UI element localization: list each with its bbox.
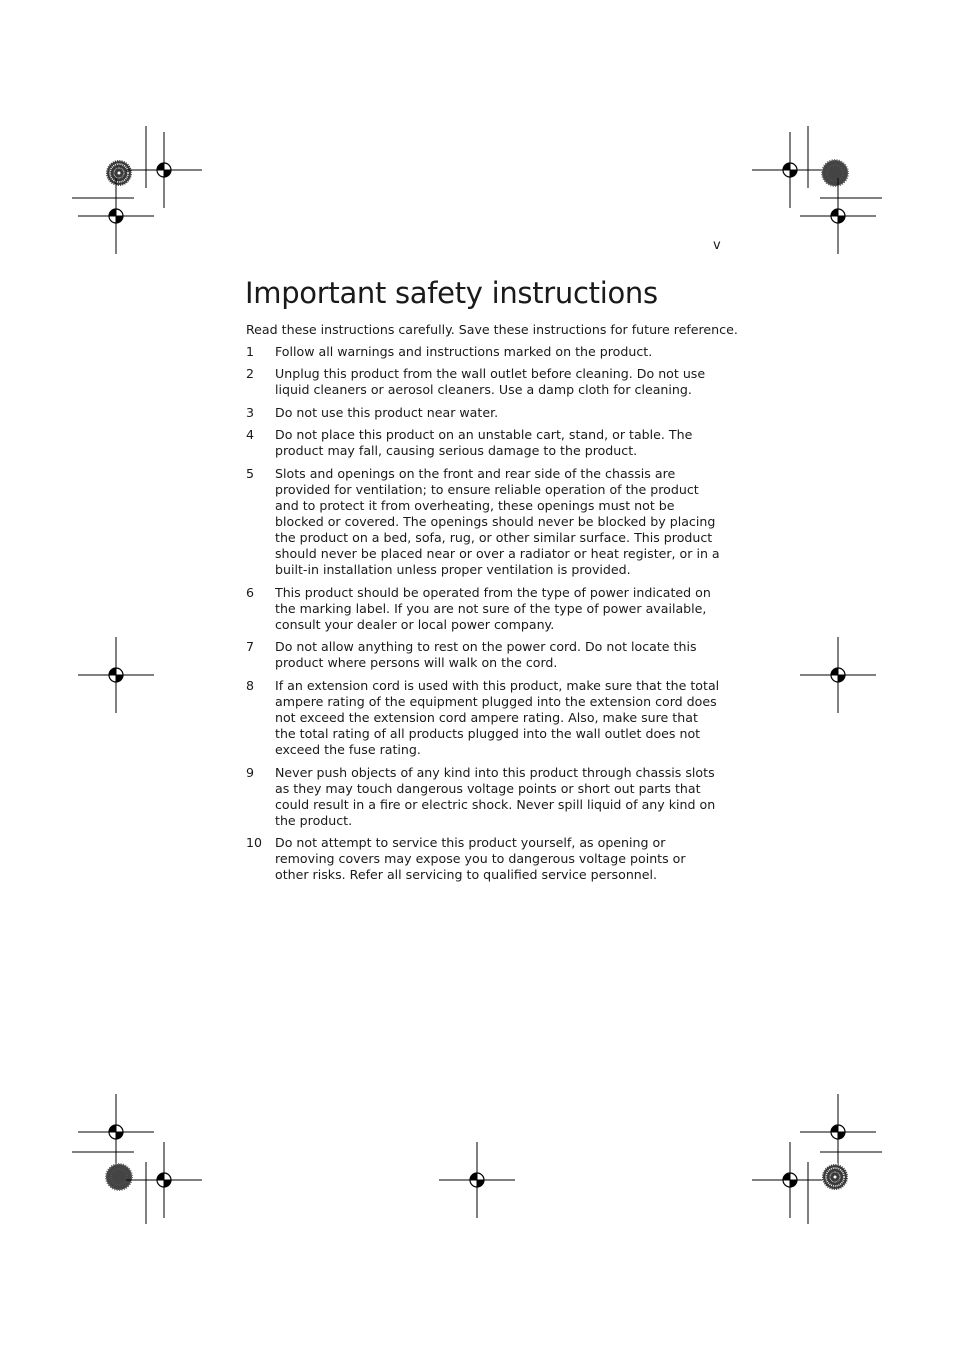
item-number: 3	[246, 404, 255, 420]
item-text: Do not allow anything to rest on the power cord. Do not locate this product where persons will walk on the cord.	[275, 639, 697, 671]
color-target-mark	[822, 160, 848, 186]
item-number: 6	[246, 584, 255, 600]
item-text: Never push objects of any kind into this product through chassis slots as they may touch dangerous voltage points or short out parts that could result in a fire or electric shock. Never spill liquid of any kind on the product.	[275, 764, 716, 828]
item-text: Unplug this product from the wall outlet before cleaning. Do not use liquid cleaners or aerosol cleaners. Use a damp cloth for cleaning.	[275, 366, 706, 398]
color-target-mark	[106, 160, 132, 186]
crosshair-mark	[78, 178, 154, 254]
intro-text: Read these instructions carefully. Save these instructions for future reference.	[246, 322, 738, 337]
item-text: Follow all warnings and instructions marked on the product.	[275, 344, 653, 359]
item-number: 7	[246, 639, 255, 655]
crosshair-mark	[752, 132, 828, 208]
color-target-mark	[106, 1164, 132, 1190]
crosshair-mark	[752, 1142, 828, 1218]
crosshair-mark	[800, 637, 876, 713]
crosshair-mark	[800, 1094, 876, 1170]
page-number: v	[713, 238, 721, 253]
item-text: Do not place this product on an unstable cart, stand, or table. The product may fall, causing serious damage to the product.	[275, 427, 693, 459]
item-number: 5	[246, 465, 255, 481]
item-text: Slots and openings on the front and rear side of the chassis are provided for ventilation; to ensure reliable operation of the product and to protect it from overheating, these openings must not be blocked or covered. The openings should never be blocked by placing the product on a bed, sofa, rug, or other similar surface. This product should never be placed near or over a radiator or heat register, or in a built-in installation unless proper ventilation is provided.	[275, 465, 720, 578]
item-number: 1	[246, 344, 255, 359]
color-target-mark	[822, 1164, 848, 1190]
crosshair-mark	[126, 1142, 202, 1218]
item-number: 8	[246, 677, 255, 693]
page-title: Important safety instructions	[245, 276, 658, 310]
crosshair-mark	[126, 132, 202, 208]
item-text: This product should be operated from the type of power indicated on the marking label. If you are not sure of the type of power available, consult your dealer or local power company.	[275, 584, 711, 632]
item-number: 9	[246, 764, 255, 780]
item-number: 4	[246, 427, 255, 443]
item-text: Do not use this product near water.	[275, 404, 499, 420]
item-text: Do not attempt to service this product yourself, as opening or removing covers may expose you to dangerous voltage points or other risks. Refer all servicing to qualified service personnel.	[275, 835, 686, 883]
crosshair-mark	[800, 178, 876, 254]
crosshair-mark	[78, 1094, 154, 1170]
item-text: If an extension cord is used with this product, make sure that the total ampere rating of the equipment plugged into the extension cord does not exceed the extension cord ampere rating. Also, make sure that the total rating of all products plugged into the wall outlet does not exceed the fuse rating.	[275, 677, 720, 758]
crosshair-mark	[439, 1142, 515, 1218]
item-number: 10	[246, 835, 263, 851]
item-number: 2	[246, 366, 255, 382]
crosshair-mark	[78, 637, 154, 713]
